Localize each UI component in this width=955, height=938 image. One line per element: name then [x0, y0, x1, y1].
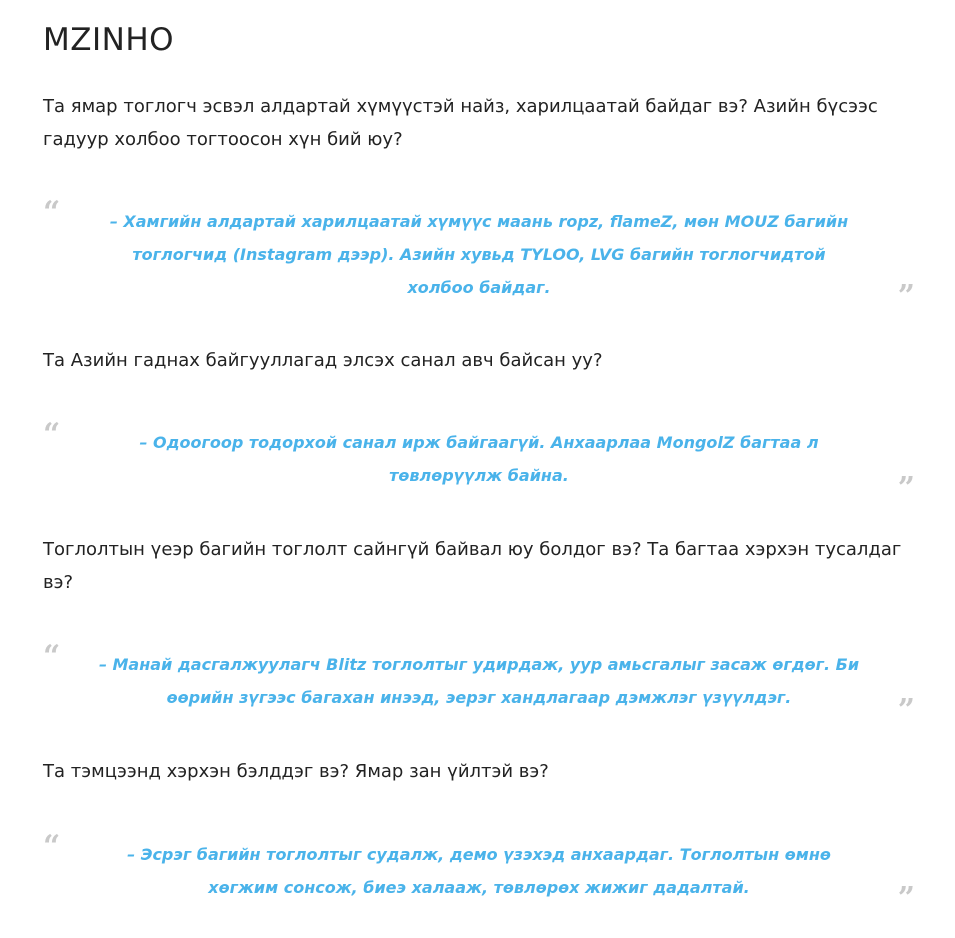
close-quote-icon: ” — [897, 881, 915, 916]
interview-question: Та тэмцээнд хэрхэн бэлддэг вэ? Ямар зан үйлтэй вэ? — [43, 761, 549, 782]
open-quote-icon: “ — [43, 829, 61, 864]
interview-question: Та ямар тоглогч эсвэл алдартай хүмүүстэй найз, харилцаатай байдаг вэ? Азийн бүсээс гадуур холбоо тогтоосон хүн бий юу? — [43, 96, 878, 150]
answer-blockquote — [43, 639, 915, 728]
answer-blockquote — [43, 417, 915, 506]
interview-question: Та Азийн гаднах байгууллагад элсэх санал авч байсан уу? — [43, 350, 603, 371]
interview-answer: – Одоогоор тодорхой санал ирж байгаагүй. Анхаарлаа MongolZ багтаа л төвлөрүүлж байна. — [139, 433, 819, 485]
close-quote-icon: ” — [897, 471, 915, 506]
open-quote-icon: “ — [43, 417, 61, 452]
interview-answer: – Хамгийн алдартай харилцаатай хүмүүс маань ropz, flameZ, мөн MOUZ багийн тоглогчид (Instagram дээр). Азийн хувьд TYLOO, LVG багийн тоглогчидтой холбоо байдаг. — [109, 212, 849, 297]
close-quote-icon: ” — [897, 279, 915, 314]
interview-answer: – Эсрэг багийн тоглолтыг судалж, демо үзэхэд анхаардаг. Тоглолтын өмнө хөгжим сонсож, биеэ халааж, төвлөрөх жижиг дадалтай. — [127, 845, 831, 897]
answer-blockquote — [43, 829, 915, 916]
answer-blockquote — [43, 195, 915, 314]
close-quote-icon: ” — [897, 693, 915, 728]
page-title: MZINHO — [43, 22, 175, 58]
open-quote-icon: “ — [43, 639, 61, 674]
open-quote-icon: “ — [43, 195, 61, 230]
interview-answer: – Манай дасгалжуулагч Blitz тоглолтыг удирдаж, уур амьсгалыг засаж өгдөг. Би өөрийн зүгээс багахан инээд, эерэг хандлагаар дэмжлэг үзүүлдэг. — [98, 655, 860, 707]
interview-question: Тоглолтын үеэр багийн тоглолт сайнгүй байвал юу болдог вэ? Та багтаа хэрхэн тусалдаг вэ? — [43, 539, 902, 593]
